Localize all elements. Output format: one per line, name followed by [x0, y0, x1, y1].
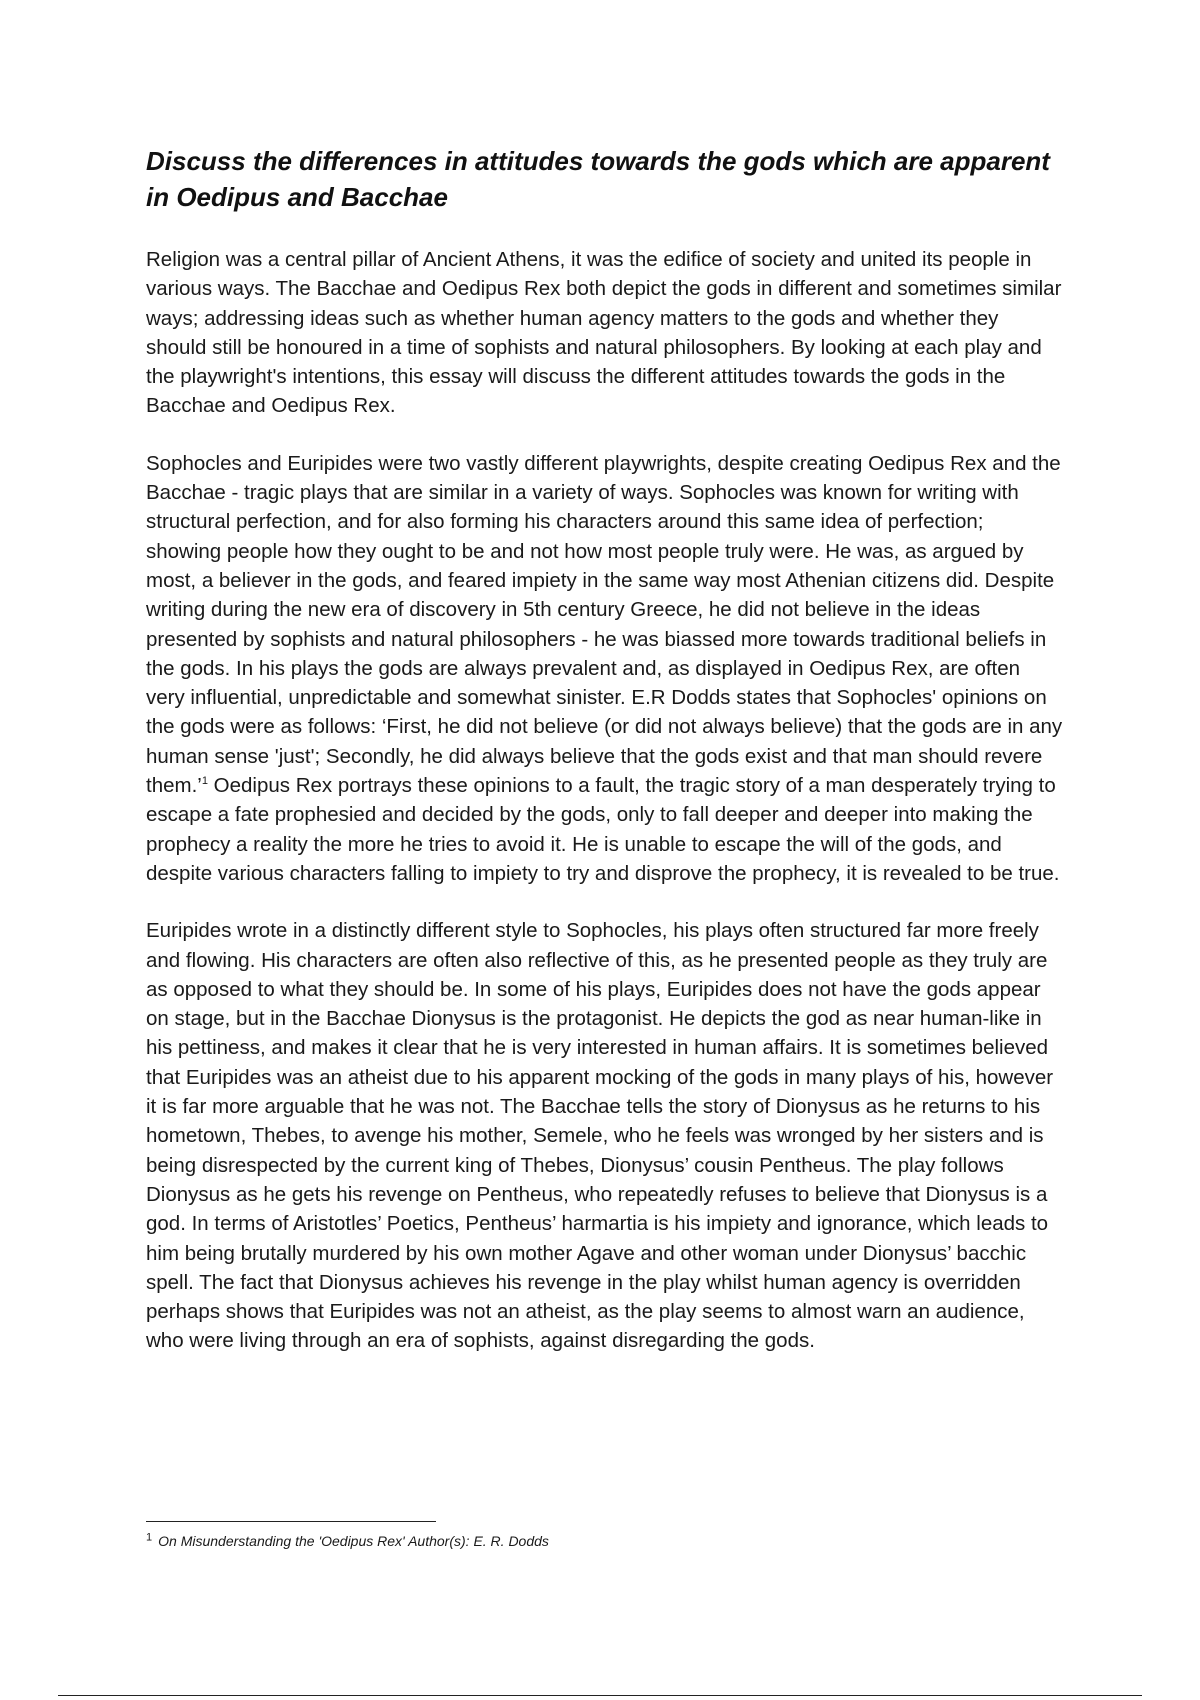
footnote-divider	[146, 1521, 436, 1522]
document-body	[146, 143, 1064, 1356]
paragraph-sophocles-text: Sophocles and Euripides were two vastly different playwrights, despite creating Oedipus Rex and the Bacchae - tragic plays that are similar in a variety of ways. Sophocles was known for writing with structural perfection, and for also forming his characters around this same idea of perfection; showing people how they ought to be and not how most people truly were. He was, as argued by most, a believer in the gods, and feared impiety in the same way most Athenian citizens did. Despite writing during the new era of discovery in 5th century Greece, he did not believe in the ideas presented by sophists and natural philosophers - he was biassed more towards traditional beliefs in the gods. In his plays the gods are always prevalent and, as displayed in Oedipus Rex, are often very influential, unpredictable and somewhat sinister. E.R Dodds states that Sophocles' opinions on the gods were as follows: ‘First, he did not believe (or did not always believe) that the gods are in any human sense 'just'; Secondly, he did always believe that the gods exist and that man should revere them.’	[146, 451, 1063, 798]
page-bottom-divider	[58, 1695, 1142, 1696]
footnote-text: On Misunderstanding the 'Oedipus Rex' Author(s): E. R. Dodds	[158, 1533, 549, 1549]
essay-title: Discuss the differences in attitudes towards the gods which are apparent in Oedipus and Bacchae	[146, 146, 1050, 212]
paragraph-sophocles	[146, 449, 1064, 888]
paragraph-sophocles-continued: Oedipus Rex portrays these opinions to a fault, the tragic story of a man desperately trying to escape a fate prophesied and decided by the gods, only to fall deeper and deeper into making the prophecy a reality the more he tries to avoid it. He is unable to escape the will of the gods, and despite various characters falling to impiety to try and disprove the prophecy, it is revealed to be true.	[146, 774, 1060, 885]
footnote-reference[interactable]: 1	[201, 775, 208, 788]
footnote-marker: 1	[146, 1531, 153, 1544]
footnote	[146, 1533, 549, 1549]
paragraph-intro: Religion was a central pillar of Ancient Athens, it was the edifice of society and united its people in various ways. The Bacchae and Oedipus Rex both depict the gods in different and sometimes similar ways; addressing ideas such as whether human agency matters to the gods and whether they should still be honoured in a time of sophists and natural philosophers. By looking at each play and the playwright's intentions, this essay will discuss the different attitudes towards the gods in the Bacchae and Oedipus Rex.	[146, 248, 1062, 418]
paragraph-euripides: Euripides wrote in a distinctly different style to Sophocles, his plays often structured far more freely and flowing. His characters are often also reflective of this, as he presented people as they truly are as opposed to what they should be. In some of his plays, Euripides does not have the gods appear on stage, but in the Bacchae Dionysus is the protagonist. He depicts the god as near human-like in his pettiness, and makes it clear that he is very interested in human affairs. It is sometimes believed that Euripides was an atheist due to his apparent mocking of the gods in many plays of his, however it is far more arguable that he was not. The Bacchae tells the story of Dionysus as he returns to his hometown, Thebes, to avenge his mother, Semele, who he feels was wronged by her sisters and is being disrespected by the current king of Thebes, Dionysus’ cousin Pentheus. The play follows Dionysus as he gets his revenge on Pentheus, who repeatedly refuses to believe that Dionysus is a god. In terms of Aristotles’ Poetics, Pentheus’ harmartia is his impiety and ignorance, which leads to him being brutally murdered by his own mother Agave and other woman under Dionysus’ bacchic spell. The fact that Dionysus achieves his revenge in the play whilst human agency is overridden perhaps shows that Euripides was not an atheist, as the play seems to almost warn an audience, who were living through an era of sophists, against disregarding the gods.	[146, 919, 1054, 1353]
